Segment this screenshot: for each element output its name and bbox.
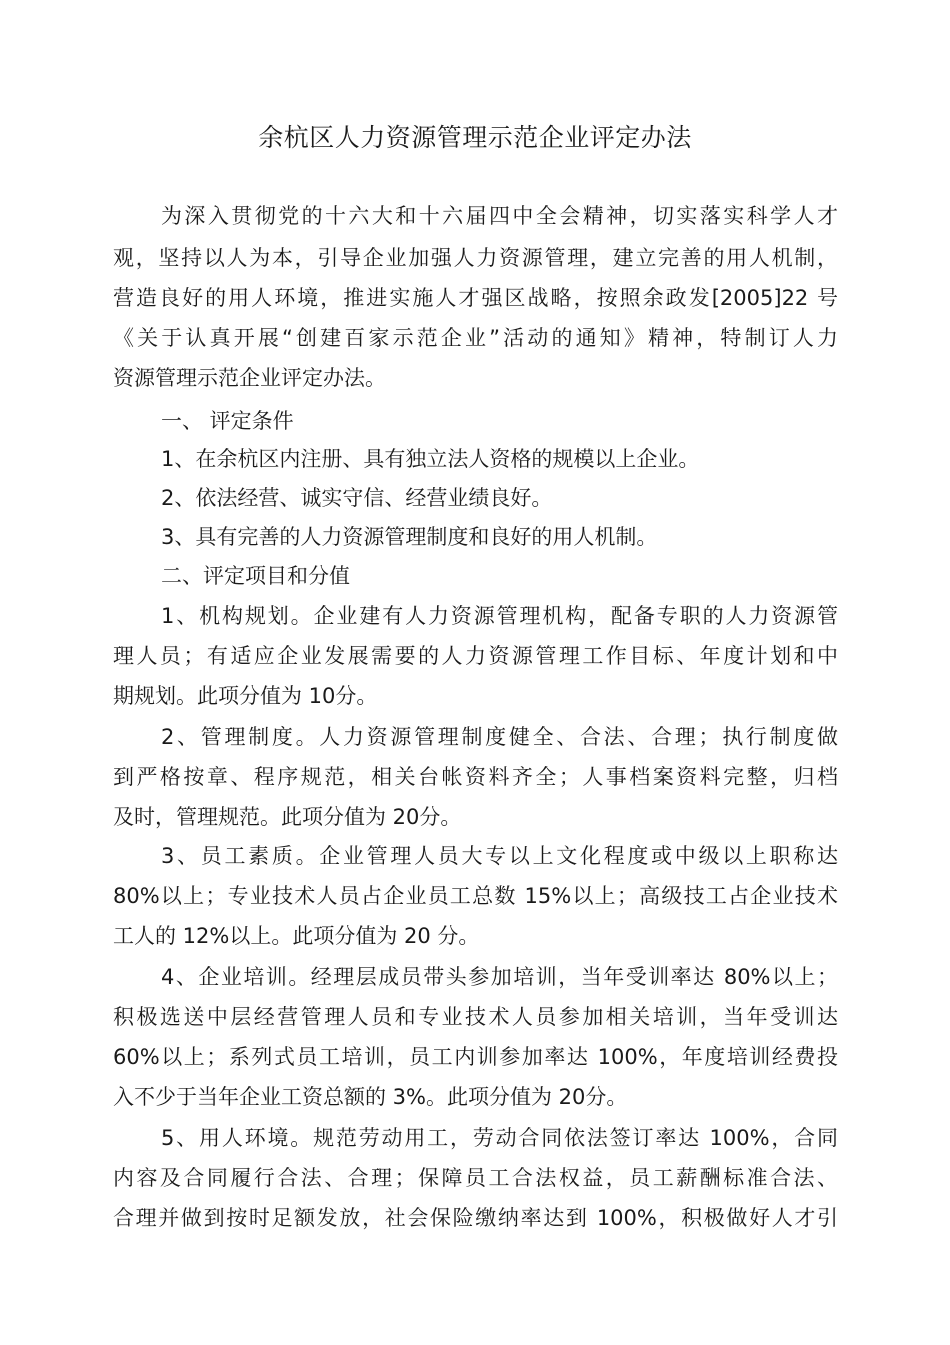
paragraph-line: 80%以上；专业技术人员占企业员工总数 15%以上；高级技工占企业技术 xyxy=(113,884,838,908)
paragraph-line: 3、员工素质。企业管理人员大专以上文化程度或中级以上职称达 xyxy=(161,844,838,868)
paragraph-line: 为深入贯彻党的十六大和十六届四中全会精神，切实落实科学人才 xyxy=(161,204,838,228)
section-heading: 一、 评定条件 xyxy=(161,409,294,433)
section-heading: 二、评定项目和分值 xyxy=(161,564,350,588)
paragraph-line: 5、用人环境。规范劳动用工，劳动合同依法签订率达 100%，合同 xyxy=(161,1126,838,1150)
paragraph-line: 观，坚持以人为本，引导企业加强人力资源管理，建立完善的用人机制， xyxy=(113,246,838,270)
list-item: 2、依法经营、诚实守信、经营业绩良好。 xyxy=(161,486,553,510)
paragraph-line: 及时，管理规范。此项分值为 20分。 xyxy=(113,805,462,829)
paragraph-line: 4、企业培训。经理层成员带头参加培训，当年受训率达 80%以上； xyxy=(161,965,838,989)
document-title: 余杭区人力资源管理示范企业评定办法 xyxy=(258,123,692,152)
paragraph-line: 内容及合同履行合法、合理；保障员工合法权益，员工薪酬标准合法、 xyxy=(113,1166,838,1190)
paragraph-line: 到严格按章、程序规范，相关台帐资料齐全；人事档案资料完整，归档 xyxy=(113,765,838,789)
paragraph-line: 1、机构规划。企业建有人力资源管理机构，配备专职的人力资源管 xyxy=(161,604,838,628)
paragraph-line: 2、管理制度。人力资源管理制度健全、合法、合理；执行制度做 xyxy=(161,725,838,749)
paragraph-line: 60%以上；系列式员工培训，员工内训参加率达 100%，年度培训经费投 xyxy=(113,1045,838,1069)
paragraph-line: 期规划。此项分值为 10分。 xyxy=(113,684,378,708)
paragraph-line: 理人员；有适应企业发展需要的人力资源管理工作目标、年度计划和中 xyxy=(113,644,838,668)
paragraph-line: 营造良好的用人环境，推进实施人才强区战略，按照余政发[2005]22 号 xyxy=(113,286,838,310)
paragraph-line: 《关于认真开展“创建百家示范企业”活动的通知》精神，特制订人力 xyxy=(113,326,838,350)
paragraph-line: 资源管理示范企业评定办法。 xyxy=(113,366,386,390)
paragraph-line: 入不少于当年企业工资总额的 3%。此项分值为 20分。 xyxy=(113,1085,628,1109)
list-item: 1、在余杭区内注册、具有独立法人资格的规模以上企业。 xyxy=(161,447,700,471)
paragraph-line: 合理并做到按时足额发放，社会保险缴纳率达到 100%，积极做好人才引 xyxy=(113,1206,838,1230)
paragraph-line: 积极选送中层经营管理人员和专业技术人员参加相关培训，当年受训达 xyxy=(113,1005,838,1029)
paragraph-line: 工人的 12%以上。此项分值为 20 分。 xyxy=(113,924,480,948)
list-item: 3、具有完善的人力资源管理制度和良好的用人机制。 xyxy=(161,525,658,549)
